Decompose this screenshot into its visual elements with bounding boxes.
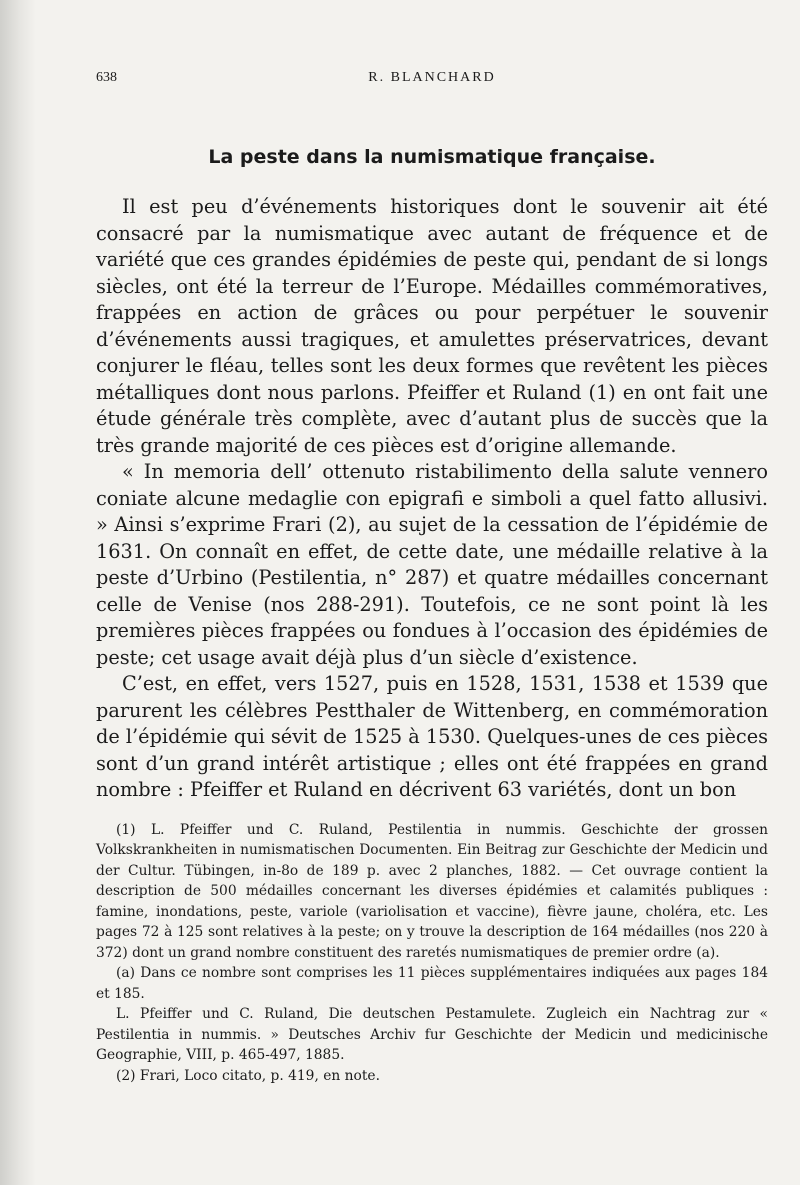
body-text <box>96 194 768 804</box>
footnote-2: (2) Frari, Loco citato, p. 419, en note. <box>116 1067 380 1084</box>
paragraph-1: Il est peu d’événements historiques dont le souvenir ait été consacré par la numismatique avec autant de fréquence et de variété que ces grandes épidémies de peste qui, pendant de si longs siècles, ont été la terreur de l’Europe. Médailles commémoratives, frappées en action de grâces ou pour perpétuer le souvenir d’événements aussi tragiques, et amulettes préservatrices, devant conjurer le fléau, telles sont les deux formes que revêtent les pièces métalliques dont nous parlons. Pfeiffer et Ruland (1) en ont fait une étude générale très complète, avec d’autant plus de succès que la très grande majorité de ces pièces est d’origine allemande. <box>96 195 768 457</box>
book-page <box>96 70 768 1086</box>
page-number: 638 <box>96 70 117 85</box>
running-head <box>96 70 768 94</box>
scan-edge-shadow <box>0 0 36 1185</box>
footnote-1a: (a) Dans ce nombre sont comprises les 11 pièces supplémentaires indiquées aux pages 184 et 185. <box>96 965 768 1002</box>
paragraph-2: « In memoria dell’ ottenuto ristabilimento della salute vennero coniate alcune medaglie con epigrafi e simboli a quel fatto allusivi. » Ainsi s’exprime Frari (2), au sujet de la cessation de l’épidémie de 1631. On connaît en effet, de cette date, une médaille relative à la peste d’Urbino (Pestilentia, n° 287) et quatre médailles concernant celle de Venise (nos 288-291). Toutefois, ce ne sont point là les premières pièces frappées ou fondues à l’occasion des épidémies de peste; cet usage avait déjà plus d’un siècle d’existence. <box>96 460 768 669</box>
section-title: La peste dans la numismatique française. <box>208 146 656 168</box>
paragraph-3: C’est, en effet, vers 1527, puis en 1528, 1531, 1538 et 1539 que parurent les célèbres Pestthaler de Wittenberg, en commémoration de l’épidémie qui sévit de 1525 à 1530. Quelques-unes de ces pièces sont d’un grand intérêt artistique ; elles ont été frappées en grand nombre : Pfeiffer et Ruland en décrivent 63 variétés, dont un bon <box>96 672 768 801</box>
running-head-author: R. BLANCHARD <box>368 70 496 85</box>
footnote-1-continued: L. Pfeiffer und C. Ruland, Die deutschen Pestamulete. Zugleich ein Nachtrag zur « Pestilentia in nummis. » Deutsches Archiv fur Geschichte der Medicin und medicinische Geographie, VIII, p. 465-497, 1885. <box>96 1006 768 1063</box>
footnotes <box>96 820 768 1087</box>
footnote-1: (1) L. Pfeiffer und C. Ruland, Pestilentia in nummis. Geschichte der grossen Volkskrankheiten in numismatischen Documenten. Ein Beitrag zur Geschichte der Medicin und der Cultur. Tübingen, in-8o de 189 p. avec 2 planches, 1882. — Cet ouvrage contient la description de 500 médailles concernant les diverses épidémies et calamités publiques : famine, inondations, peste, variole (variolisation et vaccine), fièvre jaune, choléra, etc. Les pages 72 à 125 sont relatives à la peste; on y trouve la description de 164 médailles (nos 220 à 372) dont un grand nombre constituent des raretés numismatiques de premier ordre (a). <box>96 821 768 961</box>
